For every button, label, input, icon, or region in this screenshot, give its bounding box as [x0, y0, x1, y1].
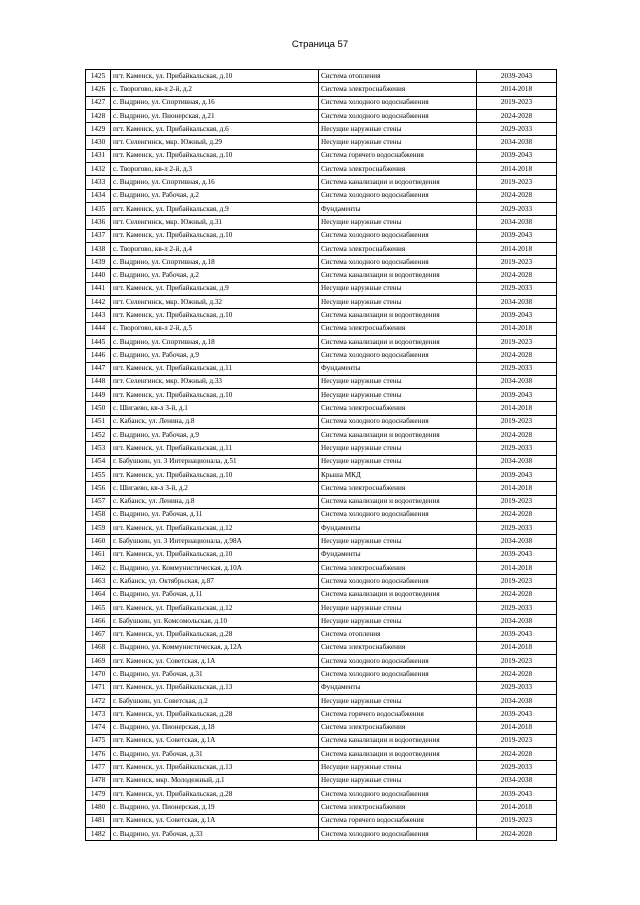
- address-cell: пгт. Каменск, ул. Прибайкальская, д.10: [111, 229, 319, 242]
- building-element-cell: Несущие наружные стены: [319, 389, 477, 402]
- building-element-cell: Фундаменты: [319, 681, 477, 694]
- address-cell: пгт. Каменск, ул. Прибайкальская, д.28: [111, 628, 319, 641]
- table-row: [86, 801, 557, 814]
- row-number-cell: 1481: [86, 814, 111, 827]
- address-cell: с. Творогово, кв-л 2-й, д.3: [111, 163, 319, 176]
- address-cell: с. Выдрино, ул. Рабочая, д.33: [111, 827, 319, 840]
- table-row: [86, 468, 557, 481]
- row-number-cell: 1463: [86, 575, 111, 588]
- table-row: [86, 123, 557, 136]
- period-cell: 2024-2028: [477, 349, 557, 362]
- building-element-cell: Система электроснабжения: [319, 641, 477, 654]
- period-cell: 2029-2033: [477, 202, 557, 215]
- row-number-cell: 1443: [86, 309, 111, 322]
- row-number-cell: 1452: [86, 429, 111, 442]
- row-number-cell: 1474: [86, 721, 111, 734]
- row-number-cell: 1477: [86, 761, 111, 774]
- building-element-cell: Система канализации и водоотведения: [319, 269, 477, 282]
- building-element-cell: Система холодного водоснабжения: [319, 415, 477, 428]
- building-element-cell: Система электроснабжения: [319, 801, 477, 814]
- address-cell: с. Выдрино, ул. Рабочая, д.11: [111, 588, 319, 601]
- period-cell: 2034-2038: [477, 136, 557, 149]
- row-number-cell: 1456: [86, 482, 111, 495]
- table-row: [86, 734, 557, 747]
- row-number-cell: 1466: [86, 615, 111, 628]
- row-number-cell: 1470: [86, 668, 111, 681]
- building-element-cell: Несущие наружные стены: [319, 442, 477, 455]
- table-row: [86, 508, 557, 521]
- row-number-cell: 1476: [86, 748, 111, 761]
- row-number-cell: 1442: [86, 296, 111, 309]
- row-number-cell: 1464: [86, 588, 111, 601]
- table-row: [86, 309, 557, 322]
- period-cell: 2039-2043: [477, 309, 557, 322]
- building-element-cell: Система отопления: [319, 70, 477, 83]
- period-cell: 2029-2033: [477, 681, 557, 694]
- row-number-cell: 1465: [86, 601, 111, 614]
- period-cell: 2034-2038: [477, 455, 557, 468]
- row-number-cell: 1436: [86, 216, 111, 229]
- address-cell: с. Творогово, кв-л 2-й, д.4: [111, 242, 319, 255]
- building-element-cell: Несущие наружные стены: [319, 774, 477, 787]
- table-row: [86, 402, 557, 415]
- table-row: [86, 322, 557, 335]
- address-cell: г. Бабушкин, ул. 3 Интернационала, д.51: [111, 455, 319, 468]
- period-cell: 2019-2023: [477, 495, 557, 508]
- period-cell: 2024-2028: [477, 508, 557, 521]
- period-cell: 2029-2033: [477, 282, 557, 295]
- building-element-cell: Крыша МКД: [319, 468, 477, 481]
- table-row: [86, 149, 557, 162]
- row-number-cell: 1429: [86, 123, 111, 136]
- row-number-cell: 1432: [86, 163, 111, 176]
- row-number-cell: 1479: [86, 788, 111, 801]
- period-cell: 2019-2023: [477, 256, 557, 269]
- building-element-cell: Несущие наружные стены: [319, 216, 477, 229]
- address-cell: с. Выдрино, ул. Коммунистическая, д.10А: [111, 561, 319, 574]
- building-element-cell: Система электроснабжения: [319, 242, 477, 255]
- building-element-cell: Система канализации и водоотведения: [319, 335, 477, 348]
- address-cell: с. Творогово, кв-л 2-й, д.5: [111, 322, 319, 335]
- building-element-cell: Система холодного водоснабжения: [319, 508, 477, 521]
- building-element-cell: Система холодного водоснабжения: [319, 827, 477, 840]
- address-cell: с. Выдрино, ул. Рабочая, д.9: [111, 429, 319, 442]
- table-body: [86, 70, 557, 841]
- table-row: [86, 415, 557, 428]
- table-row: [86, 296, 557, 309]
- table-row: [86, 256, 557, 269]
- address-cell: пгт. Каменск, ул. Прибайкальская, д.10: [111, 548, 319, 561]
- building-element-cell: Система электроснабжения: [319, 322, 477, 335]
- address-cell: пгт. Селенгинск, мкр. Южный, д.32: [111, 296, 319, 309]
- address-cell: пгт. Каменск, ул. Советская, д.1А: [111, 655, 319, 668]
- address-cell: с. Выдрино, ул. Пионерская, д.21: [111, 109, 319, 122]
- row-number-cell: 1454: [86, 455, 111, 468]
- address-cell: пгт. Каменск, ул. Прибайкальская, д.12: [111, 522, 319, 535]
- address-cell: пгт. Каменск, ул. Прибайкальская, д.13: [111, 761, 319, 774]
- period-cell: 2034-2038: [477, 774, 557, 787]
- period-cell: 2024-2028: [477, 109, 557, 122]
- table-row: [86, 628, 557, 641]
- address-cell: с. Выдрино, ул. Спортивная, д.16: [111, 96, 319, 109]
- row-number-cell: 1427: [86, 96, 111, 109]
- row-number-cell: 1455: [86, 468, 111, 481]
- table-row: [86, 216, 557, 229]
- building-element-cell: Система холодного водоснабжения: [319, 96, 477, 109]
- table-row: [86, 814, 557, 827]
- building-element-cell: Система холодного водоснабжения: [319, 349, 477, 362]
- table-row: [86, 548, 557, 561]
- period-cell: 2034-2038: [477, 694, 557, 707]
- table-row: [86, 362, 557, 375]
- address-cell: с. Выдрино, ул. Пионерская, д.19: [111, 801, 319, 814]
- period-cell: 2039-2043: [477, 628, 557, 641]
- period-cell: 2029-2033: [477, 522, 557, 535]
- address-cell: пгт. Каменск, ул. Прибайкальская, д.9: [111, 282, 319, 295]
- table-row: [86, 788, 557, 801]
- address-cell: с. Выдрино, ул. Рабочая, д.2: [111, 189, 319, 202]
- building-element-cell: Несущие наружные стены: [319, 296, 477, 309]
- building-element-cell: Несущие наружные стены: [319, 282, 477, 295]
- table-row: [86, 109, 557, 122]
- table-row: [86, 282, 557, 295]
- row-number-cell: 1482: [86, 827, 111, 840]
- period-cell: 2019-2023: [477, 415, 557, 428]
- table-row: [86, 229, 557, 242]
- period-cell: 2039-2043: [477, 229, 557, 242]
- period-cell: 2034-2038: [477, 296, 557, 309]
- building-element-cell: Система холодного водоснабжения: [319, 189, 477, 202]
- table-row: [86, 615, 557, 628]
- row-number-cell: 1451: [86, 415, 111, 428]
- address-cell: пгт. Каменск, ул. Прибайкальская, д.11: [111, 362, 319, 375]
- row-number-cell: 1446: [86, 349, 111, 362]
- table-row: [86, 176, 557, 189]
- row-number-cell: 1430: [86, 136, 111, 149]
- period-cell: 2014-2018: [477, 801, 557, 814]
- period-cell: 2029-2033: [477, 362, 557, 375]
- period-cell: 2029-2033: [477, 123, 557, 136]
- address-cell: пгт. Каменск, мкр. Молодежный, д.1: [111, 774, 319, 787]
- building-element-cell: Несущие наружные стены: [319, 123, 477, 136]
- table-row: [86, 83, 557, 96]
- building-element-cell: Фундаменты: [319, 548, 477, 561]
- row-number-cell: 1478: [86, 774, 111, 787]
- period-cell: 2039-2043: [477, 548, 557, 561]
- building-element-cell: Несущие наружные стены: [319, 615, 477, 628]
- table-row: [86, 588, 557, 601]
- row-number-cell: 1426: [86, 83, 111, 96]
- table-row: [86, 96, 557, 109]
- table-row: [86, 136, 557, 149]
- address-cell: с. Выдрино, ул. Спортивная, д.18: [111, 335, 319, 348]
- address-cell: с. Творогово, кв-л 2-й, д.2: [111, 83, 319, 96]
- table-row: [86, 761, 557, 774]
- row-number-cell: 1462: [86, 561, 111, 574]
- address-cell: пгт. Каменск, ул. Прибайкальская, д.6: [111, 123, 319, 136]
- table-row: [86, 774, 557, 787]
- address-cell: пгт. Каменск, ул. Советская, д.1А: [111, 814, 319, 827]
- row-number-cell: 1460: [86, 535, 111, 548]
- building-element-cell: Фундаменты: [319, 522, 477, 535]
- building-element-cell: Система электроснабжения: [319, 402, 477, 415]
- period-cell: 2039-2043: [477, 708, 557, 721]
- address-cell: пгт. Каменск, ул. Советская, д.1А: [111, 734, 319, 747]
- period-cell: 2014-2018: [477, 561, 557, 574]
- address-cell: пгт. Каменск, ул. Прибайкальская, д.9: [111, 202, 319, 215]
- building-element-cell: Несущие наружные стены: [319, 694, 477, 707]
- period-cell: 2024-2028: [477, 429, 557, 442]
- period-cell: 2029-2033: [477, 761, 557, 774]
- period-cell: 2014-2018: [477, 641, 557, 654]
- period-cell: 2039-2043: [477, 389, 557, 402]
- address-cell: пгт. Каменск, ул. Прибайкальская, д.13: [111, 681, 319, 694]
- table-row: [86, 575, 557, 588]
- row-number-cell: 1473: [86, 708, 111, 721]
- table-row: [86, 335, 557, 348]
- address-cell: пгт. Каменск, ул. Прибайкальская, д.10: [111, 149, 319, 162]
- row-number-cell: 1441: [86, 282, 111, 295]
- building-element-cell: Система канализации и водоотведения: [319, 429, 477, 442]
- row-number-cell: 1459: [86, 522, 111, 535]
- building-element-cell: Система канализации и водоотведения: [319, 176, 477, 189]
- period-cell: 2024-2028: [477, 748, 557, 761]
- address-cell: с. Выдрино, ул. Коммунистическая, д.12А: [111, 641, 319, 654]
- building-element-cell: Система электроснабжения: [319, 561, 477, 574]
- period-cell: 2014-2018: [477, 322, 557, 335]
- building-element-cell: Система канализации и водоотведения: [319, 309, 477, 322]
- row-number-cell: 1453: [86, 442, 111, 455]
- building-element-cell: Система горячего водоснабжения: [319, 149, 477, 162]
- address-cell: с. Выдрино, ул. Рабочая, д.2: [111, 269, 319, 282]
- building-element-cell: Несущие наружные стены: [319, 136, 477, 149]
- building-element-cell: Система горячего водоснабжения: [319, 814, 477, 827]
- address-cell: с. Кабанск, ул. Октябрьская, д.87: [111, 575, 319, 588]
- period-cell: 2014-2018: [477, 402, 557, 415]
- address-cell: пгт. Селенгинск, мкр. Южный, д.31: [111, 216, 319, 229]
- address-cell: с. Кабанск, ул. Ленина, д.8: [111, 495, 319, 508]
- table-row: [86, 495, 557, 508]
- row-number-cell: 1475: [86, 734, 111, 747]
- table-row: [86, 535, 557, 548]
- row-number-cell: 1472: [86, 694, 111, 707]
- period-cell: 2024-2028: [477, 269, 557, 282]
- address-cell: г. Бабушкин, ул. Комсомольская, д.10: [111, 615, 319, 628]
- row-number-cell: 1425: [86, 70, 111, 83]
- address-cell: пгт. Каменск, ул. Прибайкальская, д.28: [111, 708, 319, 721]
- address-cell: г. Бабушкин, ул. Советская, д.2: [111, 694, 319, 707]
- period-cell: 2014-2018: [477, 163, 557, 176]
- row-number-cell: 1458: [86, 508, 111, 521]
- address-cell: пгт. Селенгинск, мкр. Южный, д.33: [111, 375, 319, 388]
- period-cell: 2024-2028: [477, 189, 557, 202]
- table-row: [86, 482, 557, 495]
- row-number-cell: 1448: [86, 375, 111, 388]
- table-row: [86, 748, 557, 761]
- address-cell: пгт. Каменск, ул. Прибайкальская, д.28: [111, 788, 319, 801]
- table-row: [86, 429, 557, 442]
- building-element-cell: Система холодного водоснабжения: [319, 256, 477, 269]
- period-cell: 2019-2023: [477, 176, 557, 189]
- table-row: [86, 668, 557, 681]
- building-element-cell: Фундаменты: [319, 362, 477, 375]
- row-number-cell: 1431: [86, 149, 111, 162]
- period-cell: 2039-2043: [477, 468, 557, 481]
- building-element-cell: Система холодного водоснабжения: [319, 668, 477, 681]
- building-element-cell: Система отопления: [319, 628, 477, 641]
- period-cell: 2034-2038: [477, 216, 557, 229]
- building-element-cell: Система холодного водоснабжения: [319, 109, 477, 122]
- period-cell: 2019-2023: [477, 814, 557, 827]
- building-element-cell: Несущие наружные стены: [319, 601, 477, 614]
- table-row: [86, 389, 557, 402]
- address-cell: с. Выдрино, ул. Рабочая, д.31: [111, 668, 319, 681]
- row-number-cell: 1471: [86, 681, 111, 694]
- building-element-cell: Система горячего водоснабжения: [319, 708, 477, 721]
- building-element-cell: Система электроснабжения: [319, 163, 477, 176]
- period-cell: 2039-2043: [477, 788, 557, 801]
- table-row: [86, 561, 557, 574]
- period-cell: 2014-2018: [477, 721, 557, 734]
- row-number-cell: 1450: [86, 402, 111, 415]
- table-row: [86, 681, 557, 694]
- address-cell: с. Кабанск, ул. Ленина, д.8: [111, 415, 319, 428]
- period-cell: 2024-2028: [477, 588, 557, 601]
- row-number-cell: 1440: [86, 269, 111, 282]
- row-number-cell: 1461: [86, 548, 111, 561]
- address-cell: пгт. Каменск, ул. Прибайкальская, д.11: [111, 442, 319, 455]
- period-cell: 2024-2028: [477, 668, 557, 681]
- period-cell: 2014-2018: [477, 482, 557, 495]
- row-number-cell: 1433: [86, 176, 111, 189]
- row-number-cell: 1469: [86, 655, 111, 668]
- address-cell: пгт. Каменск, ул. Прибайкальская, д.10: [111, 468, 319, 481]
- address-cell: с. Выдрино, ул. Рабочая, д.11: [111, 508, 319, 521]
- row-number-cell: 1434: [86, 189, 111, 202]
- table-row: [86, 694, 557, 707]
- period-cell: 2039-2043: [477, 149, 557, 162]
- period-cell: 2019-2023: [477, 734, 557, 747]
- row-number-cell: 1438: [86, 242, 111, 255]
- building-element-cell: Система холодного водоснабжения: [319, 575, 477, 588]
- table-row: [86, 70, 557, 83]
- row-number-cell: 1467: [86, 628, 111, 641]
- address-cell: с. Выдрино, ул. Спортивная, д.18: [111, 256, 319, 269]
- row-number-cell: 1445: [86, 335, 111, 348]
- building-element-cell: Система холодного водоснабжения: [319, 229, 477, 242]
- building-element-cell: Система холодного водоснабжения: [319, 788, 477, 801]
- address-cell: с. Выдрино, ул. Рабочая, д.31: [111, 748, 319, 761]
- address-cell: пгт. Каменск, ул. Прибайкальская, д.10: [111, 389, 319, 402]
- table-row: [86, 601, 557, 614]
- period-cell: 2029-2033: [477, 601, 557, 614]
- address-cell: с. Шигаево, кв-л 3-й, д.2: [111, 482, 319, 495]
- period-cell: 2024-2028: [477, 827, 557, 840]
- table-row: [86, 655, 557, 668]
- period-cell: 2034-2038: [477, 615, 557, 628]
- page-number-header: Страница 57: [291, 39, 349, 50]
- row-number-cell: 1437: [86, 229, 111, 242]
- building-element-cell: Система канализации и водоотведения: [319, 495, 477, 508]
- period-cell: 2019-2023: [477, 575, 557, 588]
- period-cell: 2014-2018: [477, 242, 557, 255]
- address-cell: с. Шигаево, кв-л 3-й, д.1: [111, 402, 319, 415]
- address-cell: пгт. Каменск, ул. Прибайкальская, д.12: [111, 601, 319, 614]
- table-row: [86, 189, 557, 202]
- period-cell: 2014-2018: [477, 83, 557, 96]
- row-number-cell: 1457: [86, 495, 111, 508]
- table-row: [86, 269, 557, 282]
- row-number-cell: 1447: [86, 362, 111, 375]
- table-row: [86, 827, 557, 840]
- period-cell: 2019-2023: [477, 655, 557, 668]
- period-cell: 2034-2038: [477, 375, 557, 388]
- building-element-cell: Несущие наружные стены: [319, 535, 477, 548]
- table-row: [86, 242, 557, 255]
- building-element-cell: Несущие наружные стены: [319, 455, 477, 468]
- building-element-cell: Система электроснабжения: [319, 721, 477, 734]
- table-row: [86, 375, 557, 388]
- address-cell: с. Выдрино, ул. Пионерская, д.18: [111, 721, 319, 734]
- table-row: [86, 708, 557, 721]
- building-element-cell: Несущие наружные стены: [319, 375, 477, 388]
- building-element-cell: Система электроснабжения: [319, 482, 477, 495]
- building-element-cell: Система канализации и водоотведения: [319, 734, 477, 747]
- period-cell: 2019-2023: [477, 335, 557, 348]
- row-number-cell: 1435: [86, 202, 111, 215]
- period-cell: 2034-2038: [477, 535, 557, 548]
- building-element-cell: Система электроснабжения: [319, 83, 477, 96]
- table-row: [86, 349, 557, 362]
- table-row: [86, 721, 557, 734]
- address-cell: пгт. Каменск, ул. Прибайкальская, д.10: [111, 309, 319, 322]
- address-cell: пгт. Селенгинск, мкр. Южный, д.29: [111, 136, 319, 149]
- table-row: [86, 641, 557, 654]
- table-row: [86, 442, 557, 455]
- address-cell: с. Выдрино, ул. Рабочая, д.9: [111, 349, 319, 362]
- row-number-cell: 1449: [86, 389, 111, 402]
- address-cell: г. Бабушкин, ул. 3 Интернационала, д.98А: [111, 535, 319, 548]
- period-cell: 2029-2033: [477, 442, 557, 455]
- repair-schedule-table: [85, 69, 557, 841]
- table-row: [86, 163, 557, 176]
- address-cell: с. Выдрино, ул. Спортивная, д.16: [111, 176, 319, 189]
- row-number-cell: 1439: [86, 256, 111, 269]
- address-cell: пгт. Каменск, ул. Прибайкальская, д.10: [111, 70, 319, 83]
- row-number-cell: 1444: [86, 322, 111, 335]
- building-element-cell: Система канализации и водоотведения: [319, 748, 477, 761]
- table-row: [86, 455, 557, 468]
- row-number-cell: 1480: [86, 801, 111, 814]
- period-cell: 2019-2023: [477, 96, 557, 109]
- period-cell: 2039-2043: [477, 70, 557, 83]
- table-row: [86, 202, 557, 215]
- building-element-cell: Несущие наружные стены: [319, 761, 477, 774]
- table-row: [86, 522, 557, 535]
- building-element-cell: Система канализации и водоотведения: [319, 588, 477, 601]
- row-number-cell: 1428: [86, 109, 111, 122]
- row-number-cell: 1468: [86, 641, 111, 654]
- building-element-cell: Система холодного водоснабжения: [319, 655, 477, 668]
- building-element-cell: Фундаменты: [319, 202, 477, 215]
